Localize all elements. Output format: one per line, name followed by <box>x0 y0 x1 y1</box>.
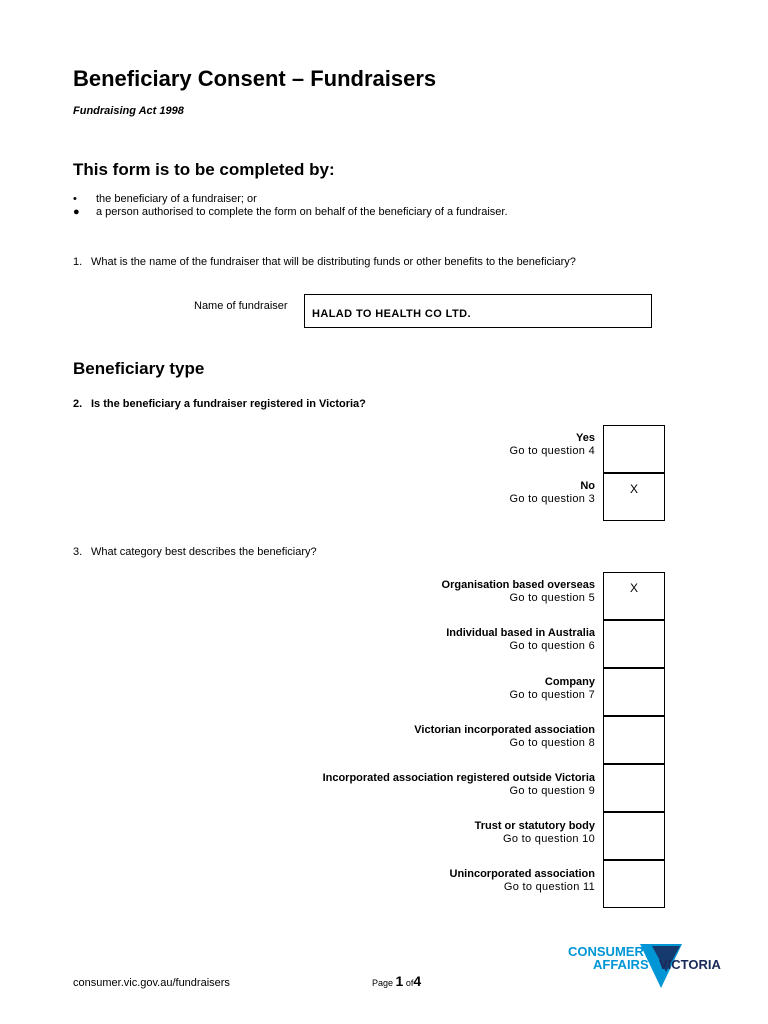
page-indicator: Page 1 of4 <box>372 973 422 989</box>
q3-option-overseas: Organisation based overseas Go to question 5 <box>441 579 595 604</box>
q2-option-yes: Yes Go to question 4 <box>509 432 595 457</box>
q2-no-checkbox[interactable]: X <box>603 473 665 521</box>
act-subtitle: Fundraising Act 1998 <box>73 105 184 117</box>
q2-yes-checkbox[interactable] <box>603 425 665 473</box>
q3-option-unincorporated: Unincorporated association Go to question 11 <box>449 868 595 893</box>
fundraiser-name-field[interactable] <box>304 294 652 328</box>
fundraiser-name-label: Name of fundraiser <box>194 300 288 312</box>
logo-line-3: VICTORIA <box>659 957 721 972</box>
logo-line-1: CONSUMER <box>568 944 644 959</box>
intro-bullet: • the beneficiary of a fundraiser; or <box>73 193 257 205</box>
q3-overseas-checkbox[interactable]: X <box>603 572 665 620</box>
page-total: 4 <box>413 973 422 989</box>
intro-bullet: ● a person authorised to complete the form on behalf of the beneficiary of a fundraiser. <box>73 206 508 218</box>
page-title: Beneficiary Consent – Fundraisers <box>73 66 437 91</box>
fundraiser-name-value: HALAD TO HEALTH CO LTD. <box>312 308 471 320</box>
q3-outside-vic-association-checkbox[interactable] <box>603 764 665 812</box>
bullet-icon: ● <box>73 206 80 218</box>
question-2: 2. Is the beneficiary a fundraiser registered in Victoria? <box>73 398 366 410</box>
consumer-affairs-victoria-logo <box>568 942 738 992</box>
section-heading-beneficiary-type: Beneficiary type <box>73 359 205 378</box>
question-1: 1. What is the name of the fundraiser that will be distributing funds or other benefits to the beneficiary? <box>73 256 576 268</box>
q3-trust-checkbox[interactable] <box>603 812 665 860</box>
q3-company-checkbox[interactable] <box>603 668 665 716</box>
bullet-icon: • <box>73 193 77 205</box>
q3-option-individual: Individual based in Australia Go to question 6 <box>446 627 595 652</box>
q3-option-vic-association: Victorian incorporated association Go to question 8 <box>414 724 595 749</box>
q3-unincorporated-checkbox[interactable] <box>603 860 665 908</box>
page-current: 1 <box>395 973 404 989</box>
intro-heading: This form is to be completed by: <box>73 160 335 179</box>
footer-url: consumer.vic.gov.au/fundraisers <box>73 977 230 989</box>
q3-option-outside-vic-association: Incorporated association registered outside Victoria Go to question 9 <box>322 772 595 797</box>
question-3: 3. What category best describes the beneficiary? <box>73 546 317 558</box>
q3-vic-association-checkbox[interactable] <box>603 716 665 764</box>
q3-option-company: Company Go to question 7 <box>509 676 595 701</box>
q3-option-trust: Trust or statutory body Go to question 10 <box>474 820 595 845</box>
logo-line-2: AFFAIRS <box>593 957 649 972</box>
q2-option-no: No Go to question 3 <box>509 480 595 505</box>
q3-individual-checkbox[interactable] <box>603 620 665 668</box>
